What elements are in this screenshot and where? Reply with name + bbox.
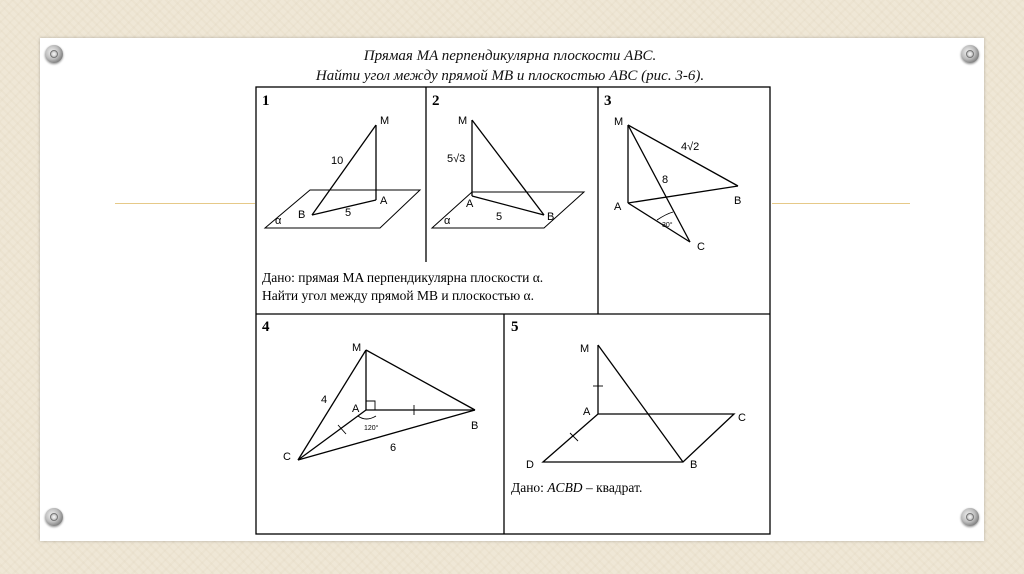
label-alpha: α: [275, 215, 282, 227]
given-text-5: Дано: ACBD – квадрат.: [511, 480, 643, 495]
label-A: A: [380, 195, 388, 207]
label-M: M: [580, 343, 590, 355]
figure-2: [432, 93, 584, 228]
figure-4: [262, 319, 478, 463]
label-length-MB: 4√2: [681, 141, 700, 153]
label-A: A: [352, 403, 360, 415]
label-A: A: [466, 198, 474, 210]
label-C: C: [283, 451, 291, 463]
label-C: C: [697, 241, 705, 253]
given-text-line-2: Найти угол между прямой MB и плоскостью α.: [262, 288, 534, 303]
label-B: B: [690, 459, 698, 471]
figure-5: [511, 319, 746, 471]
label-A: A: [614, 201, 622, 213]
given-text-line-1: Дано: прямая MA перпендикулярна плоскости α.: [262, 270, 544, 285]
label-M: M: [352, 342, 362, 354]
figure-3: [604, 93, 741, 253]
label-B: B: [734, 195, 742, 207]
label-angle: 120°: [364, 425, 379, 432]
label-length-MC: 4: [321, 394, 328, 406]
label-M: M: [458, 115, 468, 127]
panel-number-2: 2: [432, 93, 440, 109]
label-B: B: [298, 209, 306, 221]
label-D: D: [526, 459, 534, 471]
label-length-MB: 10: [331, 155, 344, 167]
slide-title-line-1: Прямая MA перпендикулярна плоскости ABC.: [363, 48, 657, 64]
figure-1: [262, 93, 420, 228]
label-B: B: [471, 420, 479, 432]
label-length-MA: 5√3: [447, 153, 466, 165]
label-A: A: [583, 406, 591, 418]
panel-number-4: 4: [262, 319, 270, 335]
label-alpha: α: [444, 215, 451, 227]
panel-number-5: 5: [511, 319, 519, 335]
panel-number-1: 1: [262, 93, 270, 109]
label-M: M: [380, 115, 390, 127]
label-M: M: [614, 116, 624, 128]
label-length-AB: 5: [496, 211, 503, 223]
label-length-AB: 5: [345, 207, 352, 219]
label-C: C: [738, 412, 746, 424]
label-length-CB: 6: [390, 442, 397, 454]
panel-number-3: 3: [604, 93, 612, 109]
label-angle: 30°: [662, 222, 673, 229]
label-length-MC: 8: [662, 174, 669, 186]
label-B: B: [547, 211, 555, 223]
slide-title-line-2: Найти угол между прямой MB и плоскостью ABC (рис. 3-6).: [315, 68, 705, 84]
